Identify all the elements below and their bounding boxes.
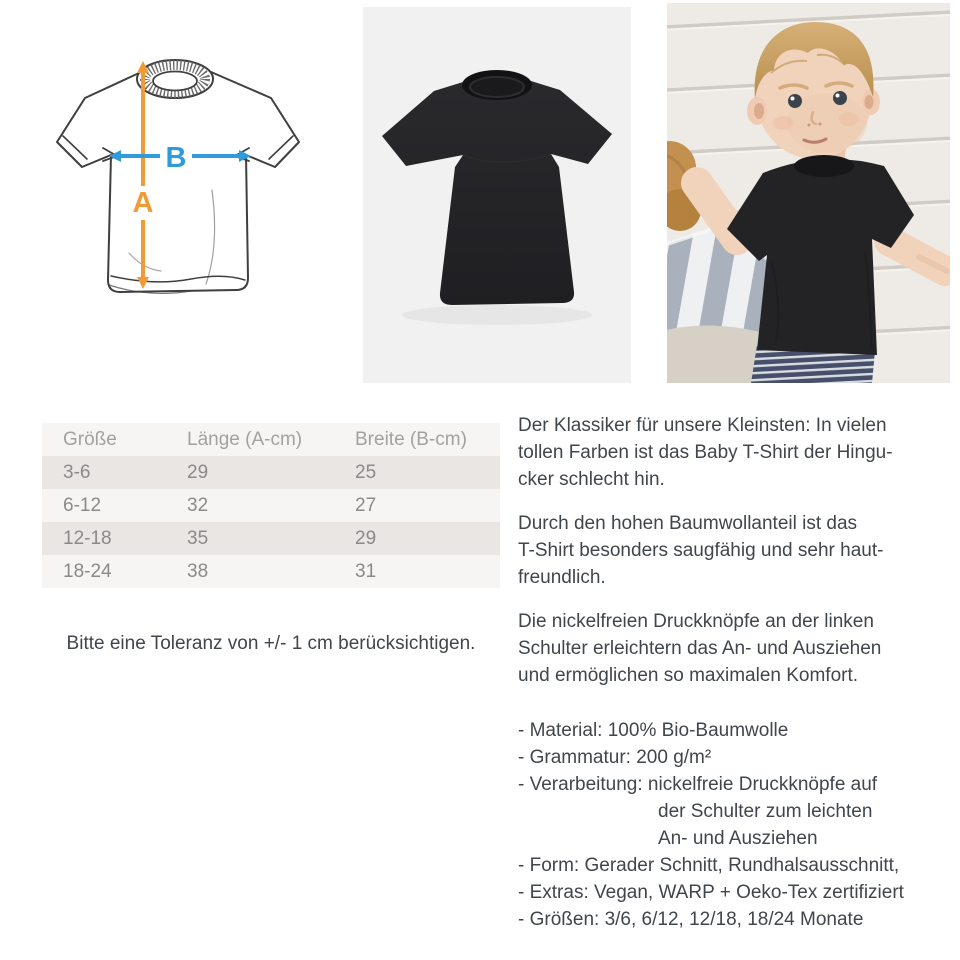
tshirt-shadow [402,305,592,325]
feature-item: - Verarbeitung: nickelfreie Druckknöpfe auf [518,774,878,795]
text-line: T-Shirt besonders saugfähig und sehr haut- [518,540,884,561]
table-row [42,522,500,555]
label-a: A [132,187,154,219]
table-cell: 35 [187,528,209,549]
table-row [42,456,500,489]
baby-wearing-tshirt-image [667,3,950,383]
description-paragraph [518,510,953,591]
black-tshirt-image [363,7,631,383]
text-line: und ermöglichen so maximalen Komfort. [518,665,859,686]
feature-list [518,717,953,933]
feature-item: - Extras: Vegan, WARP + Oeko-Tex zertifiziert [518,882,904,903]
tolerance-note: Bitte eine Toleranz von +/- 1 cm berücksichtigen. [66,633,476,654]
text-line: Die nickelfreien Druckknöpfe an der linken [518,611,874,632]
table-cell: 29 [355,528,377,549]
table-cell: 38 [187,561,209,582]
size-table [42,423,500,588]
product-description [518,412,953,933]
table-row [42,489,500,522]
column-header: Breite (B-cm) [355,429,467,450]
table-cell: 3-6 [63,462,91,483]
table-cell: 31 [355,561,377,582]
description-paragraph [518,412,953,493]
text-line: Schulter erleichtern das An- und Ausziehen [518,638,882,659]
label-b: B [165,142,187,174]
table-row [42,555,500,588]
column-header: Größe [63,429,117,450]
text-line: Der Klassiker für unsere Kleinsten: In vielen [518,415,887,436]
text-line: tollen Farben ist das Baby T-Shirt der Hingu- [518,442,893,463]
table-header-row [42,423,500,456]
feature-item-continuation: An- und Ausziehen [658,828,818,849]
description-paragraph [518,608,953,689]
text-line: Durch den hohen Baumwollanteil ist das [518,513,858,534]
table-cell: 12-18 [63,528,112,549]
feature-item-continuation: der Schulter zum leichten [658,801,873,822]
feature-item: - Material: 100% Bio-Baumwolle [518,720,789,741]
table-cell: 6-12 [63,495,102,516]
feature-item: - Form: Gerader Schnitt, Rundhalsausschnitt, [518,855,900,876]
tshirt-silhouette [382,73,612,305]
size-diagram [45,48,307,314]
feature-item: - Größen: 3/6, 6/12, 12/18, 18/24 Monate [518,909,864,930]
text-line: cker schlecht hin. [518,469,665,490]
table-cell: 32 [187,495,209,516]
product-photo-black-tshirt [363,7,631,383]
column-header: Länge (A-cm) [187,429,303,450]
feature-item: - Grammatur: 200 g/m² [518,747,712,768]
text-line: freundlich. [518,567,606,588]
table-cell: 27 [355,495,377,516]
collar-ribbing [137,60,213,98]
model-photo-baby [667,3,950,383]
tshirt-outline-drawing [57,65,299,294]
table-cell: 29 [187,462,209,483]
table-cell: 18-24 [63,561,112,582]
table-cell: 25 [355,462,377,483]
